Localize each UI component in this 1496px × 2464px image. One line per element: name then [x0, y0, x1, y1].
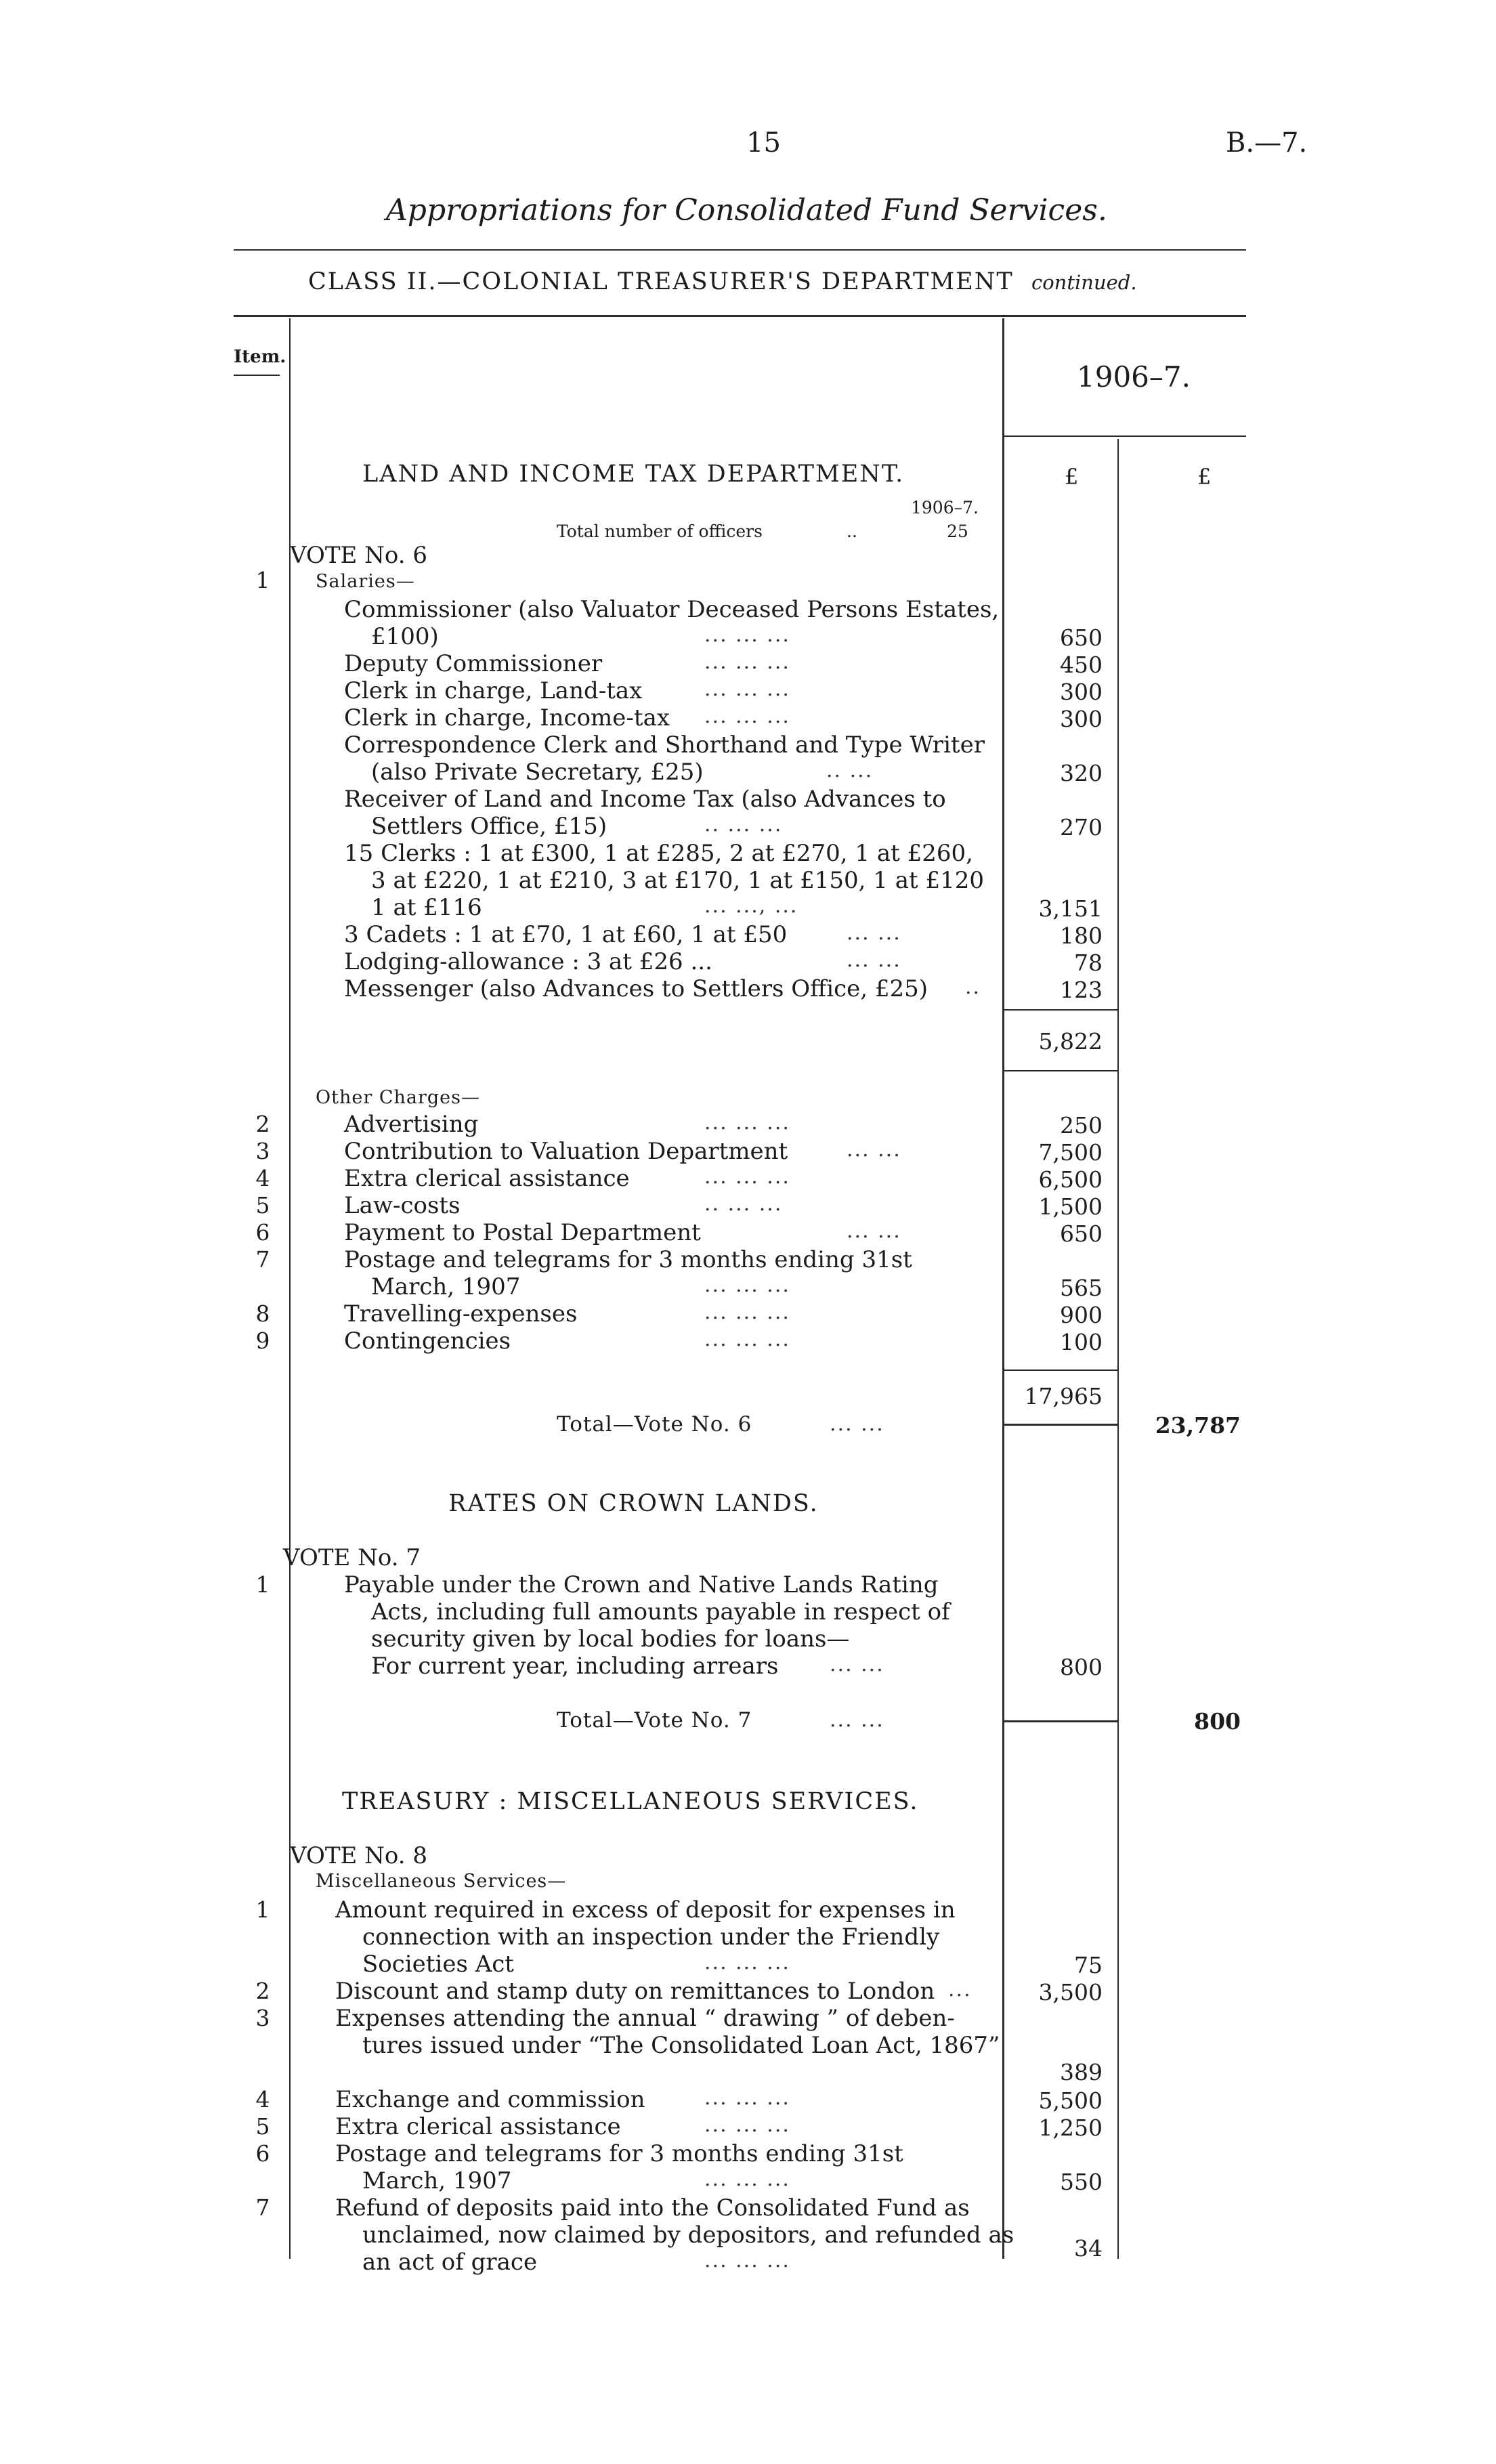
salary-line: Deputy Commissioner: [344, 650, 603, 677]
section-heading-crown-lands: RATES ON CROWN LANDS.: [448, 1490, 819, 1517]
salary-line: £100): [371, 623, 439, 650]
misc-services-heading: Miscellaneous Services—: [316, 1871, 567, 1892]
amount-cell: 5,500: [1038, 2087, 1103, 2114]
year-column-header: 1906–7.: [1077, 360, 1191, 394]
leader-dots: ... ... ...: [704, 677, 790, 701]
officers-year: 1906–7.: [911, 498, 979, 517]
charge-line: Travelling-expenses: [344, 1300, 578, 1327]
amount-cell: 250: [1060, 1112, 1103, 1139]
item-number: 3: [255, 1138, 270, 1164]
salary-line: Messenger (also Advances to Settlers Office, £25): [344, 975, 928, 1002]
vote-6-total: 23,787: [1155, 1412, 1241, 1439]
item-number: 6: [255, 1219, 270, 1246]
vote-7-total: 800: [1194, 1708, 1241, 1735]
page-number: 15: [746, 127, 781, 158]
amount-cell: 7,500: [1038, 1139, 1103, 1166]
charge-line: Law-costs: [344, 1192, 461, 1219]
leader-dots: ... ... ...: [704, 704, 790, 728]
page-title: Appropriations for Consolidated Fund Services.: [386, 193, 1107, 228]
misc-line: Extra clerical assistance: [335, 2113, 621, 2140]
leader-dots: .. ...: [826, 759, 874, 782]
item-number: 7: [255, 2194, 270, 2221]
other-charges-subtotal: 17,965: [1024, 1383, 1103, 1409]
crown-lands-line: Acts, including full amounts payable in respect of: [371, 1598, 950, 1626]
amount-cell: 650: [1060, 624, 1103, 651]
item-number: 8: [255, 1300, 270, 1327]
amount-cell: 800: [1060, 1654, 1103, 1680]
leader-dots: .. ... ...: [704, 813, 783, 836]
leader-dots: ... ... ...: [704, 1273, 790, 1297]
charge-line: Extra clerical assistance: [344, 1165, 630, 1192]
continued-label: continued.: [1031, 271, 1137, 294]
leader-dots: ... ...: [847, 1219, 901, 1243]
amount-cell: 3,151: [1038, 895, 1103, 922]
amount-cell: 270: [1060, 814, 1103, 841]
amount-cell: 389: [1060, 2059, 1103, 2085]
item-number: 5: [255, 1192, 270, 1218]
leader-dots: ... ...: [847, 1138, 901, 1162]
item-header-rule: [234, 375, 280, 376]
amount-cell: 1,250: [1038, 2115, 1103, 2141]
crown-lands-line: Payable under the Crown and Native Lands Rating: [344, 1571, 939, 1598]
charge-line: Postage and telegrams for 3 months ending 31st: [344, 1246, 912, 1273]
leader-dots: ... ... ...: [704, 650, 790, 674]
salary-line: Clerk in charge, Income-tax: [344, 704, 670, 731]
item-number: 3: [255, 2005, 270, 2031]
section-heading-land-income-tax: LAND AND INCOME TAX DEPARTMENT.: [362, 461, 905, 488]
amount-cell: 123: [1060, 977, 1103, 1003]
table-top-rule: [234, 315, 1246, 317]
officers-dots: ..: [847, 522, 857, 541]
amount-cell: 565: [1060, 1275, 1103, 1301]
item-number: 4: [255, 1165, 270, 1191]
salary-line: Correspondence Clerk and Shorthand and Type Writer: [344, 731, 985, 759]
salary-line: 3 Cadets : 1 at £70, 1 at £60, 1 at £50: [344, 921, 788, 948]
salary-line: Clerk in charge, Land-tax: [344, 677, 643, 704]
salary-line: 1 at £116: [371, 894, 482, 921]
salary-line: Receiver of Land and Income Tax (also Advances to: [344, 786, 946, 813]
vote-6-total-rule: [1004, 1424, 1117, 1426]
amount-cell: 900: [1060, 1302, 1103, 1328]
officers-count: 25: [947, 522, 968, 541]
pound-column-1-header: £: [1065, 464, 1079, 490]
charge-line: March, 1907: [371, 1273, 521, 1300]
leader-dots: ...: [948, 1978, 972, 2001]
section-heading-treasury: TREASURY : MISCELLANEOUS SERVICES.: [342, 1788, 919, 1815]
other-charges-heading: Other Charges—: [316, 1087, 481, 1108]
officers-label: Total number of officers: [557, 522, 763, 541]
item-number: 5: [255, 2113, 270, 2140]
leader-dots: ... ... ...: [704, 2113, 790, 2137]
charge-line: Contribution to Valuation Department: [344, 1138, 788, 1165]
misc-line: Refund of deposits paid into the Consolidated Fund as: [335, 2194, 970, 2222]
vote-6-heading: VOTE No. 6: [290, 542, 428, 569]
vote-7-total-label: Total—Vote No. 7: [557, 1708, 752, 1733]
class-heading: CLASS II.—COLONIAL TREASURER'S DEPARTMENT continued.: [308, 268, 1137, 295]
misc-line: Societies Act: [362, 1951, 514, 1978]
leader-dots: ... ... ...: [704, 623, 790, 647]
salary-line: Lodging-allowance : 3 at £26 ...: [344, 948, 712, 975]
leader-dots: ... ... ...: [704, 2249, 790, 2272]
amount-cell: 320: [1060, 760, 1103, 786]
salaries-heading: Salaries—: [316, 571, 415, 592]
item-number: 1: [255, 1896, 270, 1923]
amount-cell: 1,500: [1038, 1193, 1103, 1220]
leader-dots: ... ... ...: [704, 2086, 790, 2110]
leader-dots: ... ...: [847, 948, 901, 972]
amount-cell: 34: [1074, 2235, 1103, 2261]
crown-lands-line: For current year, including arrears: [371, 1653, 779, 1680]
misc-line: Discount and stamp duty on remittances to London: [335, 1978, 935, 2005]
misc-line: an act of grace: [362, 2249, 538, 2276]
leader-dots: ... ...: [830, 1412, 884, 1436]
leader-dots: ... ...: [830, 1653, 884, 1676]
salary-line: Commissioner (also Valuator Deceased Persons Estates,: [344, 596, 1000, 623]
misc-line: Exchange and commission: [335, 2086, 645, 2113]
misc-line: unclaimed, now claimed by depositors, and refunded as: [362, 2222, 1014, 2249]
item-column-divider: [289, 318, 291, 2259]
subtotal-rule: [1004, 1009, 1117, 1011]
amount-cell: 650: [1060, 1220, 1103, 1247]
amount-cell: 300: [1060, 706, 1103, 732]
item-number: 9: [255, 1327, 270, 1354]
misc-line: March, 1907: [362, 2167, 512, 2194]
amount-cell: 78: [1074, 950, 1103, 976]
amount-cell: 3,500: [1038, 1979, 1103, 2005]
leader-dots: ... ... ...: [704, 1951, 790, 1974]
misc-line: Postage and telegrams for 3 months ending 31st: [335, 2140, 903, 2167]
total-column-divider: [1117, 439, 1119, 2259]
amount-cell: 300: [1060, 679, 1103, 705]
crown-lands-line: security given by local bodies for loans—: [371, 1626, 850, 1653]
charge-line: Contingencies: [344, 1327, 511, 1355]
misc-line: connection with an inspection under the Friendly: [362, 1924, 940, 1951]
amount-cell: 6,500: [1038, 1166, 1103, 1193]
charge-line: Advertising: [344, 1111, 479, 1138]
year-header-rule: [1004, 436, 1246, 437]
vote-8-heading: VOTE No. 8: [290, 1842, 428, 1869]
subtotal-rule: [1004, 1070, 1117, 1071]
leader-dots: .. ... ...: [704, 1192, 783, 1216]
charge-line: Payment to Postal Department: [344, 1219, 701, 1246]
item-number: 2: [255, 1111, 270, 1137]
amount-cell: 550: [1060, 2169, 1103, 2195]
leader-dots: ... ... ...: [704, 1111, 790, 1134]
salary-line: 15 Clerks : 1 at £300, 1 at £285, 2 at £270, 1 at £260,: [344, 840, 973, 867]
leader-dots: ... ... ...: [704, 2167, 790, 2191]
item-number: 1: [255, 567, 270, 593]
salary-line: 3 at £220, 1 at £210, 3 at £170, 1 at £150, 1 at £120: [371, 867, 985, 894]
vote-6-total-label: Total—Vote No. 6: [557, 1412, 752, 1437]
leader-dots: ... ...: [830, 1708, 884, 1732]
vote-7-heading: VOTE No. 7: [283, 1544, 421, 1571]
leader-dots: ..: [965, 975, 981, 999]
salary-line: (also Private Secretary, £25): [371, 759, 704, 786]
item-number: 1: [255, 1571, 270, 1598]
item-column-header: Item.: [234, 347, 286, 367]
leader-dots: ... ... ...: [704, 1300, 790, 1324]
amount-cell: 100: [1060, 1329, 1103, 1355]
amount-cell: 450: [1060, 652, 1103, 678]
item-number: 6: [255, 2140, 270, 2167]
salaries-subtotal: 5,822: [1038, 1028, 1103, 1055]
amount-cell: 75: [1074, 1952, 1103, 1978]
misc-line: tures issued under “The Consolidated Loan Act, 1867”: [362, 2032, 1000, 2059]
leader-dots: ... ...: [847, 921, 901, 945]
salary-line: Settlers Office, £15): [371, 813, 607, 840]
leader-dots: ... ... ...: [704, 1327, 790, 1351]
misc-line: Expenses attending the annual “ drawing ” of deben-: [335, 2005, 955, 2032]
item-number: 7: [255, 1246, 270, 1273]
leader-dots: ... ..., ...: [704, 894, 798, 918]
title-rule: [234, 249, 1246, 251]
amount-cell: 180: [1060, 922, 1103, 949]
pound-column-2-header: £: [1197, 464, 1212, 490]
vote-7-total-rule: [1004, 1720, 1117, 1722]
misc-line: Amount required in excess of deposit for expenses in: [335, 1896, 956, 1924]
item-number: 4: [255, 2086, 270, 2112]
document-reference: B.—7.: [1226, 127, 1308, 158]
leader-dots: ... ... ...: [704, 1165, 790, 1189]
subtotal-rule: [1004, 1369, 1117, 1371]
item-number: 2: [255, 1978, 270, 2004]
